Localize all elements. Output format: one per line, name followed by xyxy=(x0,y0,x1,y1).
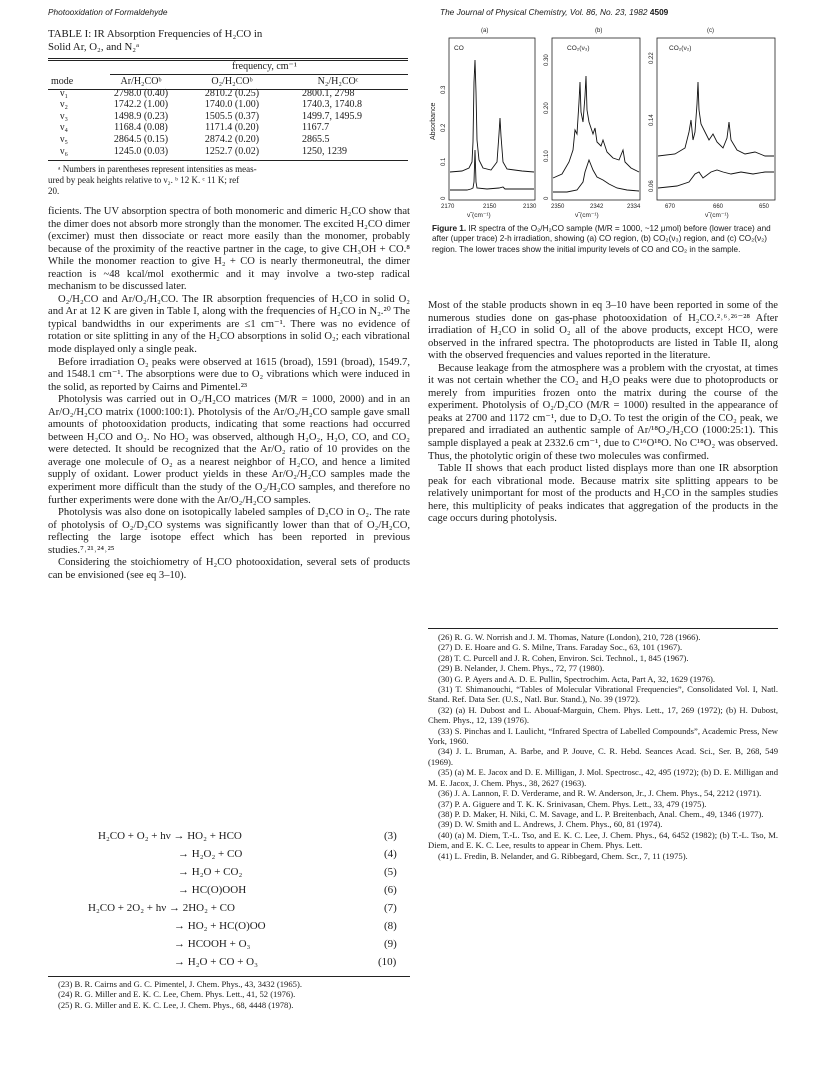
figure-1-spectra xyxy=(427,22,779,222)
col-header-o2: O₂/H₂COᵇ xyxy=(211,76,253,87)
frequency-cell: 1245.0 (0.03) xyxy=(113,145,169,157)
paragraph: Photolysis was carried out in O₂/H₂CO matrices (M/R = 1000, 2000) and in an Ar/O₂/H₂CO matrix (1000:100:1). Photolysis of the Ar/O₂/H₂CO sample gave small amounts of photooxidation products, indicating that some reactions had occurred between H₂CO and O₂. No HO₂ was observed, although H₂O₂, H₂O, CO, and CO₂ were detected. It should be recognized that the Ar/O₂ ratio of 10 provides on the average one molecule of O₂ as a nearest neighbor of H₂CO, and hence a limited supply of oxidant. Lower product yields in these Ar/O₂/H₂CO samples made the experiment more difficult than the study of the O₂/H₂CO samples, and therefore no further experiments were done with the Ar/O₂/H₂CO samples. xyxy=(48,394,410,506)
frequency-cell: 1499.7, 1495.9 xyxy=(302,110,362,122)
frequency-cell: 1171.4 (0.20) xyxy=(205,122,259,134)
table-top-rule-2 xyxy=(48,60,408,61)
x-axis-label-a: ν̃ (cm⁻¹) xyxy=(467,212,491,219)
reference: (35) (a) M. E. Jacox and D. E. Milligan, J. Mol. Spectrosc., 42, 495 (1972); (b) D. E. Milligan and M. E. Jacox, J. Chem. Phys., 38, 2627 (1963). xyxy=(428,767,778,788)
panel-a-frame xyxy=(449,38,535,200)
frequency-cell: 1252.7 (0.02) xyxy=(204,145,260,157)
trace-a-before xyxy=(450,150,534,190)
x-tick-b: 2342 xyxy=(590,204,604,210)
y-tick-a: 0.1 xyxy=(441,157,447,166)
table-row xyxy=(48,111,396,123)
frequency-cell: 1505.5 (0.37) xyxy=(204,110,260,122)
refs-rule xyxy=(428,628,778,629)
table-bottom-rule xyxy=(48,160,408,161)
caption-text: IR spectra of the O₂/H₂CO sample (M/R = 1000, ~12 μmol) before (lower trace) and after (upper trace) 2-h irradiation, showing (a) CO region, (b) CO₂(ν₃) region, and (c) CO₂(ν₂) region. The lower traces show the initial impurity levels of CO and CO₂ in the sample. xyxy=(432,224,771,254)
paragraph: O₂/H₂CO and Ar/O₂/H₂CO. The IR absorption frequencies of H₂CO in solid O₂ and Ar at 12 K are given in Table I, along with the frequencies of H₂CO in N₂.²⁰ The typical bandwidths in our experiments are ≤1 cm⁻¹. There was no evidence of rotation or site splitting in any of the H₂CO absorptions in solid O₂; each vibrational mode displayed only a single peak. xyxy=(48,293,410,356)
panel-label-c: (c) xyxy=(707,28,714,34)
frequency-cell: 2874.2 (0.20) xyxy=(204,133,260,145)
table-title-line: TABLE I: IR Absorption Frequencies of H₂CO in xyxy=(48,28,263,40)
y-tick-c: 0.22 xyxy=(649,52,655,64)
frequency-cell: 1742.2 (1.00) xyxy=(113,99,169,111)
page-number: 4509 xyxy=(649,7,669,17)
x-tick-b: 2350 xyxy=(551,204,565,210)
y-tick-b: 0.20 xyxy=(544,102,550,114)
equation-number: (3) xyxy=(384,830,397,842)
table-top-rule xyxy=(48,58,408,59)
running-header-right xyxy=(440,7,668,17)
frequency-cell: 2800.1, 2798 xyxy=(302,87,355,99)
table-spanner-rule xyxy=(110,74,408,75)
reference: (41) L. Fredin, B. Nelander, and G. Ribbegard, Chem. Scr., 7, 11 (1975). xyxy=(438,850,688,861)
table-spanner: frequency, cm⁻¹ xyxy=(232,61,297,72)
mode-cell: ν₄ xyxy=(60,122,69,134)
table-row xyxy=(48,122,396,134)
equation: H₂CO + 2O₂ + hν → 2HO₂ + CO xyxy=(88,902,235,914)
journal-citation: The Journal of Physical Chemistry, Vol. 86, No. 23, 1982 xyxy=(440,7,648,17)
equation: → H₂O + CO + O₃ xyxy=(174,956,258,968)
equation: → HC(O)OOH xyxy=(178,884,247,896)
paragraph: Photolysis was also done on isotopically labeled samples of D₂CO in O₂. The rate of photolysis of O₂/D₂CO systems was significantly lower than that of O₂/H₂CO, reflecting the large isotope effect which has been reported in previous studies.⁷˒²¹˒²⁴˒²⁵ xyxy=(48,507,410,556)
panel-label-b: (b) xyxy=(595,28,603,34)
x-tick-a: 2170 xyxy=(441,204,455,210)
y-axis-label: Absorbance xyxy=(430,102,437,140)
equation-number: (9) xyxy=(384,938,397,950)
table-row xyxy=(48,146,396,158)
frequency-cell: 1167.7 xyxy=(302,122,330,134)
equation-number: (6) xyxy=(384,884,397,896)
equation-number: (4) xyxy=(384,848,397,860)
species-label-co: CO xyxy=(454,45,464,52)
footnote-line: ured by peak heights relative to ν₂. ᵇ 12 K. ᶜ 11 K; ref xyxy=(48,174,240,185)
y-tick-b: 0 xyxy=(544,196,550,200)
x-tick-c: 650 xyxy=(759,204,770,210)
x-axis-label-c: ν̃ (cm⁻¹) xyxy=(705,212,729,219)
x-tick-c: 660 xyxy=(713,204,724,210)
species-label-co2-v3: CO₂(ν₃) xyxy=(567,45,590,52)
x-tick-a: 2150 xyxy=(483,204,497,210)
frequency-cell: 1498.9 (0.23) xyxy=(113,110,169,122)
paragraph: Before irradiation O₂ peaks were observed at 1615 (broad), 1591 (broad), 1549.7, and 1548.1 cm⁻¹. The absorptions were due to O₂ vibrations which were induced in the solid, as reported by Cairns and Pimentel.²³ xyxy=(48,356,410,393)
frequency-cell: 1740.3, 1740.8 xyxy=(302,99,362,111)
x-tick-b: 2334 xyxy=(627,204,641,210)
y-tick-c: 0.06 xyxy=(649,180,655,192)
equation-number: (10) xyxy=(378,956,397,968)
right-column-text xyxy=(428,300,778,526)
col-header-ar: Ar/H₂COᵇ xyxy=(120,76,162,87)
equation-number: (5) xyxy=(384,866,397,878)
panel-label-a: (a) xyxy=(481,28,489,34)
equation: H₂CO + O₂ + hν → HO₂ + HCO xyxy=(98,830,242,842)
equation-number: (7) xyxy=(384,902,397,914)
reference: (39) D. W. Smith and L. Andrews, J. Chem. Phys., 60, 81 (1974). xyxy=(438,819,663,830)
reference: (27) D. E. Hoare and G. S. Milne, Trans. Faraday Soc., 63, 101 (1967). xyxy=(438,642,683,653)
paragraph: Table II shows that each product listed displays more than one IR absorption peak for each vibrational mode. Because matrix site splitting appears to be relatively unimportant for most of the products and H₂CO in the samples studies here, this multiplicity of peaks indicates that aggregation of the products in the cage occurs during photolysis. xyxy=(428,463,778,525)
frequency-cell: 2865.5 xyxy=(302,133,330,145)
reference: (37) P. A. Giguere and T. K. K. Srinivasan, Chem. Phys. Lett., 33, 479 (1975). xyxy=(438,798,707,809)
mode-cell: ν₅ xyxy=(60,133,69,145)
y-tick-a: 0.3 xyxy=(441,85,447,94)
table-title xyxy=(48,28,408,53)
equation: → H₂O + CO₂ xyxy=(178,866,243,878)
paragraph: Most of the stable products shown in eq 3–10 have been reported in some of the numerous studies done on gas-phase photooxidation of H₂CO.²˒⁶˒²⁶⁻²⁸ After irradiation of H₂CO in solid O₂ all of the above products, except HCO, were observed in the infrared spectra. The photoproducts are listed in Table II, along with the observed frequencies and values reported in the literature. xyxy=(428,300,778,362)
col-header-n2: N₂/H₂COᶜ xyxy=(317,76,359,87)
panel-c-frame xyxy=(657,38,775,200)
footnote-line: 20. xyxy=(48,185,60,196)
y-tick-b: 0.10 xyxy=(544,150,550,162)
frequency-cell: 1250, 1239 xyxy=(302,145,347,157)
paragraph: Because leakage from the atmosphere was a problem with the cryostat, at times it was not certain whether the CO₂ and H₂O peaks were due to photoproducts or merely from impurities frozen onto the matrix during the course of the experiment. Photolysis of O₂/D₂CO (M/R = 1000) resulted in the appearance of peaks at 2700 and 1172 cm⁻¹, due to D₂O. To test the origin of the CO₂ peak, we prepared and irradiated an authentic sample of Ar/¹⁸O₂/H₂CO (1000:25:1). This sample displayed a peak at 2332.6 cm⁻¹, due to C¹⁶O¹⁸O. No C¹⁸O₂ was observed. Thus, the photolytic origin of these two molecules was confirmed. xyxy=(428,362,778,462)
trace-b-before xyxy=(553,160,639,192)
left-column-text xyxy=(48,206,410,582)
frequency-cell: 2864.5 (0.15) xyxy=(113,133,169,145)
left-references xyxy=(48,979,410,1010)
reference: (25) R. G. Miller and E. K. C. Lee, J. Chem. Phys., 68, 4448 (1978). xyxy=(58,999,294,1010)
x-tick-a: 2130 xyxy=(523,204,537,210)
reference: (33) S. Pinchas and I. Laulicht, “Infrared Spectra of Labelled Compounds”, Academic Press, New York, 1960. xyxy=(428,725,778,747)
table-header-rule xyxy=(48,89,408,90)
species-label-co2-v2: CO₂(ν₂) xyxy=(669,45,692,52)
reference: (24) R. G. Miller and E. K. C. Lee, Chem. Phys. Lett., 41, 52 (1976). xyxy=(58,989,296,1000)
right-references xyxy=(428,632,778,861)
paragraph: ficients. The UV absorption spectra of both monomeric and dimeric H₂CO show that the dimer does not absorb more strongly than the monomer. The excited H₂CO dimer (excimer) must then dissociate or react more easily than the monomer, probably because of the proximity of the reactive partner in the cage, to give CH₃OH + CO.⁸ While the monomer reaction to give H₂ + CO is nearly thermoneutral, the dimer reaction is ~48 kcal/mol exothermic and it may involve a two-step radical mechanism to be discussed later. xyxy=(48,206,410,293)
reference: (36) J. A. Lannon, F. D. Verderame, and R. W. Anderson, Jr., J. Chem. Phys., 54, 2212 (1971). xyxy=(438,788,762,799)
equation: → H₂O₂ + CO xyxy=(178,848,243,860)
reference: (26) R. G. W. Norrish and J. M. Thomas, Nature (London), 210, 728 (1966). xyxy=(438,632,701,642)
trace-b-after xyxy=(553,76,639,178)
caption-label: Figure 1. xyxy=(432,224,467,233)
y-tick-b: 0.30 xyxy=(544,54,550,66)
trace-a-after xyxy=(450,60,534,172)
table-title-line: Solid Ar, O₂, and N₂ᵃ xyxy=(48,40,140,53)
mode-cell: ν₁ xyxy=(60,87,69,99)
y-tick-c: 0.14 xyxy=(649,114,655,126)
y-tick-a: 0.2 xyxy=(441,123,447,132)
reference: (40) (a) M. Diem, T.-L. Tso, and E. K. C. Lee, J. Chem. Phys., 64, 6452 (1982); (b) T.-L. Tso, M. Diem, and E. K. C. Lee, results to appear in Chem. Phys. Lett. xyxy=(428,829,778,851)
reference: (29) B. Nelander, J. Chem. Phys., 72, 77 (1980). xyxy=(438,663,605,674)
table-footnote xyxy=(48,164,408,197)
table-row xyxy=(48,99,396,111)
x-axis-label-b: ν̃ (cm⁻¹) xyxy=(575,212,599,219)
reference: (30) G. P. Ayers and A. D. E. Pullin, Spectrochim. Acta, Part A, 32, 1629 (1976). xyxy=(438,673,716,684)
reference: (31) T. Shimanouchi, “Tables of Molecular Vibrational Frequencies”, Consolidated Vol. I, Natl. Stand. Ref. Data Ser. (U.S., Natl. Bur. Stand.), No. 39 (1972). xyxy=(428,684,778,705)
trace-c-before xyxy=(658,170,774,188)
footnote-line: ᵃ Numbers in parentheses represent intensities as meas- xyxy=(58,164,257,174)
reference: (28) T. C. Purcell and J. R. Cohen, Environ. Sci. Technol., 1, 845 (1967). xyxy=(438,652,689,663)
trace-c-after xyxy=(658,82,774,156)
frequency-cell: 2798.0 (0.40) xyxy=(113,87,169,99)
paragraph: Considering the stoichiometry of H₂CO photooxidation, several sets of products can be envisioned (see eq 3–10). xyxy=(48,557,410,581)
table-row xyxy=(48,134,396,146)
col-header-mode: mode xyxy=(51,76,74,87)
reference: (38) P. D. Maker, H. Niki, C. M. Savage, and L. P. Breitenbach, Anal. Chem., 49, 1346 (1977). xyxy=(438,808,764,819)
mode-cell: ν₂ xyxy=(60,99,69,111)
frequency-cell: 1740.0 (1.00) xyxy=(204,99,260,111)
refs-rule xyxy=(48,976,410,977)
equation: → HO₂ + HC(O)OO xyxy=(174,920,266,932)
running-header-left: Photooxidation of Formaldehyde xyxy=(48,7,168,17)
frequency-cell: 2810.2 (0.25) xyxy=(204,87,260,99)
mode-cell: ν₃ xyxy=(60,110,69,122)
x-tick-c: 670 xyxy=(665,204,676,210)
mode-cell: ν₆ xyxy=(60,145,69,157)
reference: (34) J. L. Bruman, A. Barbe, and P. Jouve, C. R. Hebd. Seances Acad. Sci., Ser. B, 268, 549 (1969). xyxy=(428,746,778,767)
figure-caption xyxy=(432,224,777,255)
equation-number: (8) xyxy=(384,920,397,932)
frequency-cell: 1168.4 (0.08) xyxy=(114,122,168,134)
y-tick-a: 0 xyxy=(441,196,447,200)
reference: (23) B. R. Cairns and G. C. Pimentel, J. Chem. Phys., 43, 3432 (1965). xyxy=(58,979,302,989)
equation: → HCOOH + O₃ xyxy=(174,938,251,950)
reference: (32) (a) H. Dubost and L. Abouaf-Marguin, Chem. Phys. Lett., 17, 269 (1972); (b) H. Dubost, Chem. Phys., 12, 139 (1976). xyxy=(428,704,778,726)
